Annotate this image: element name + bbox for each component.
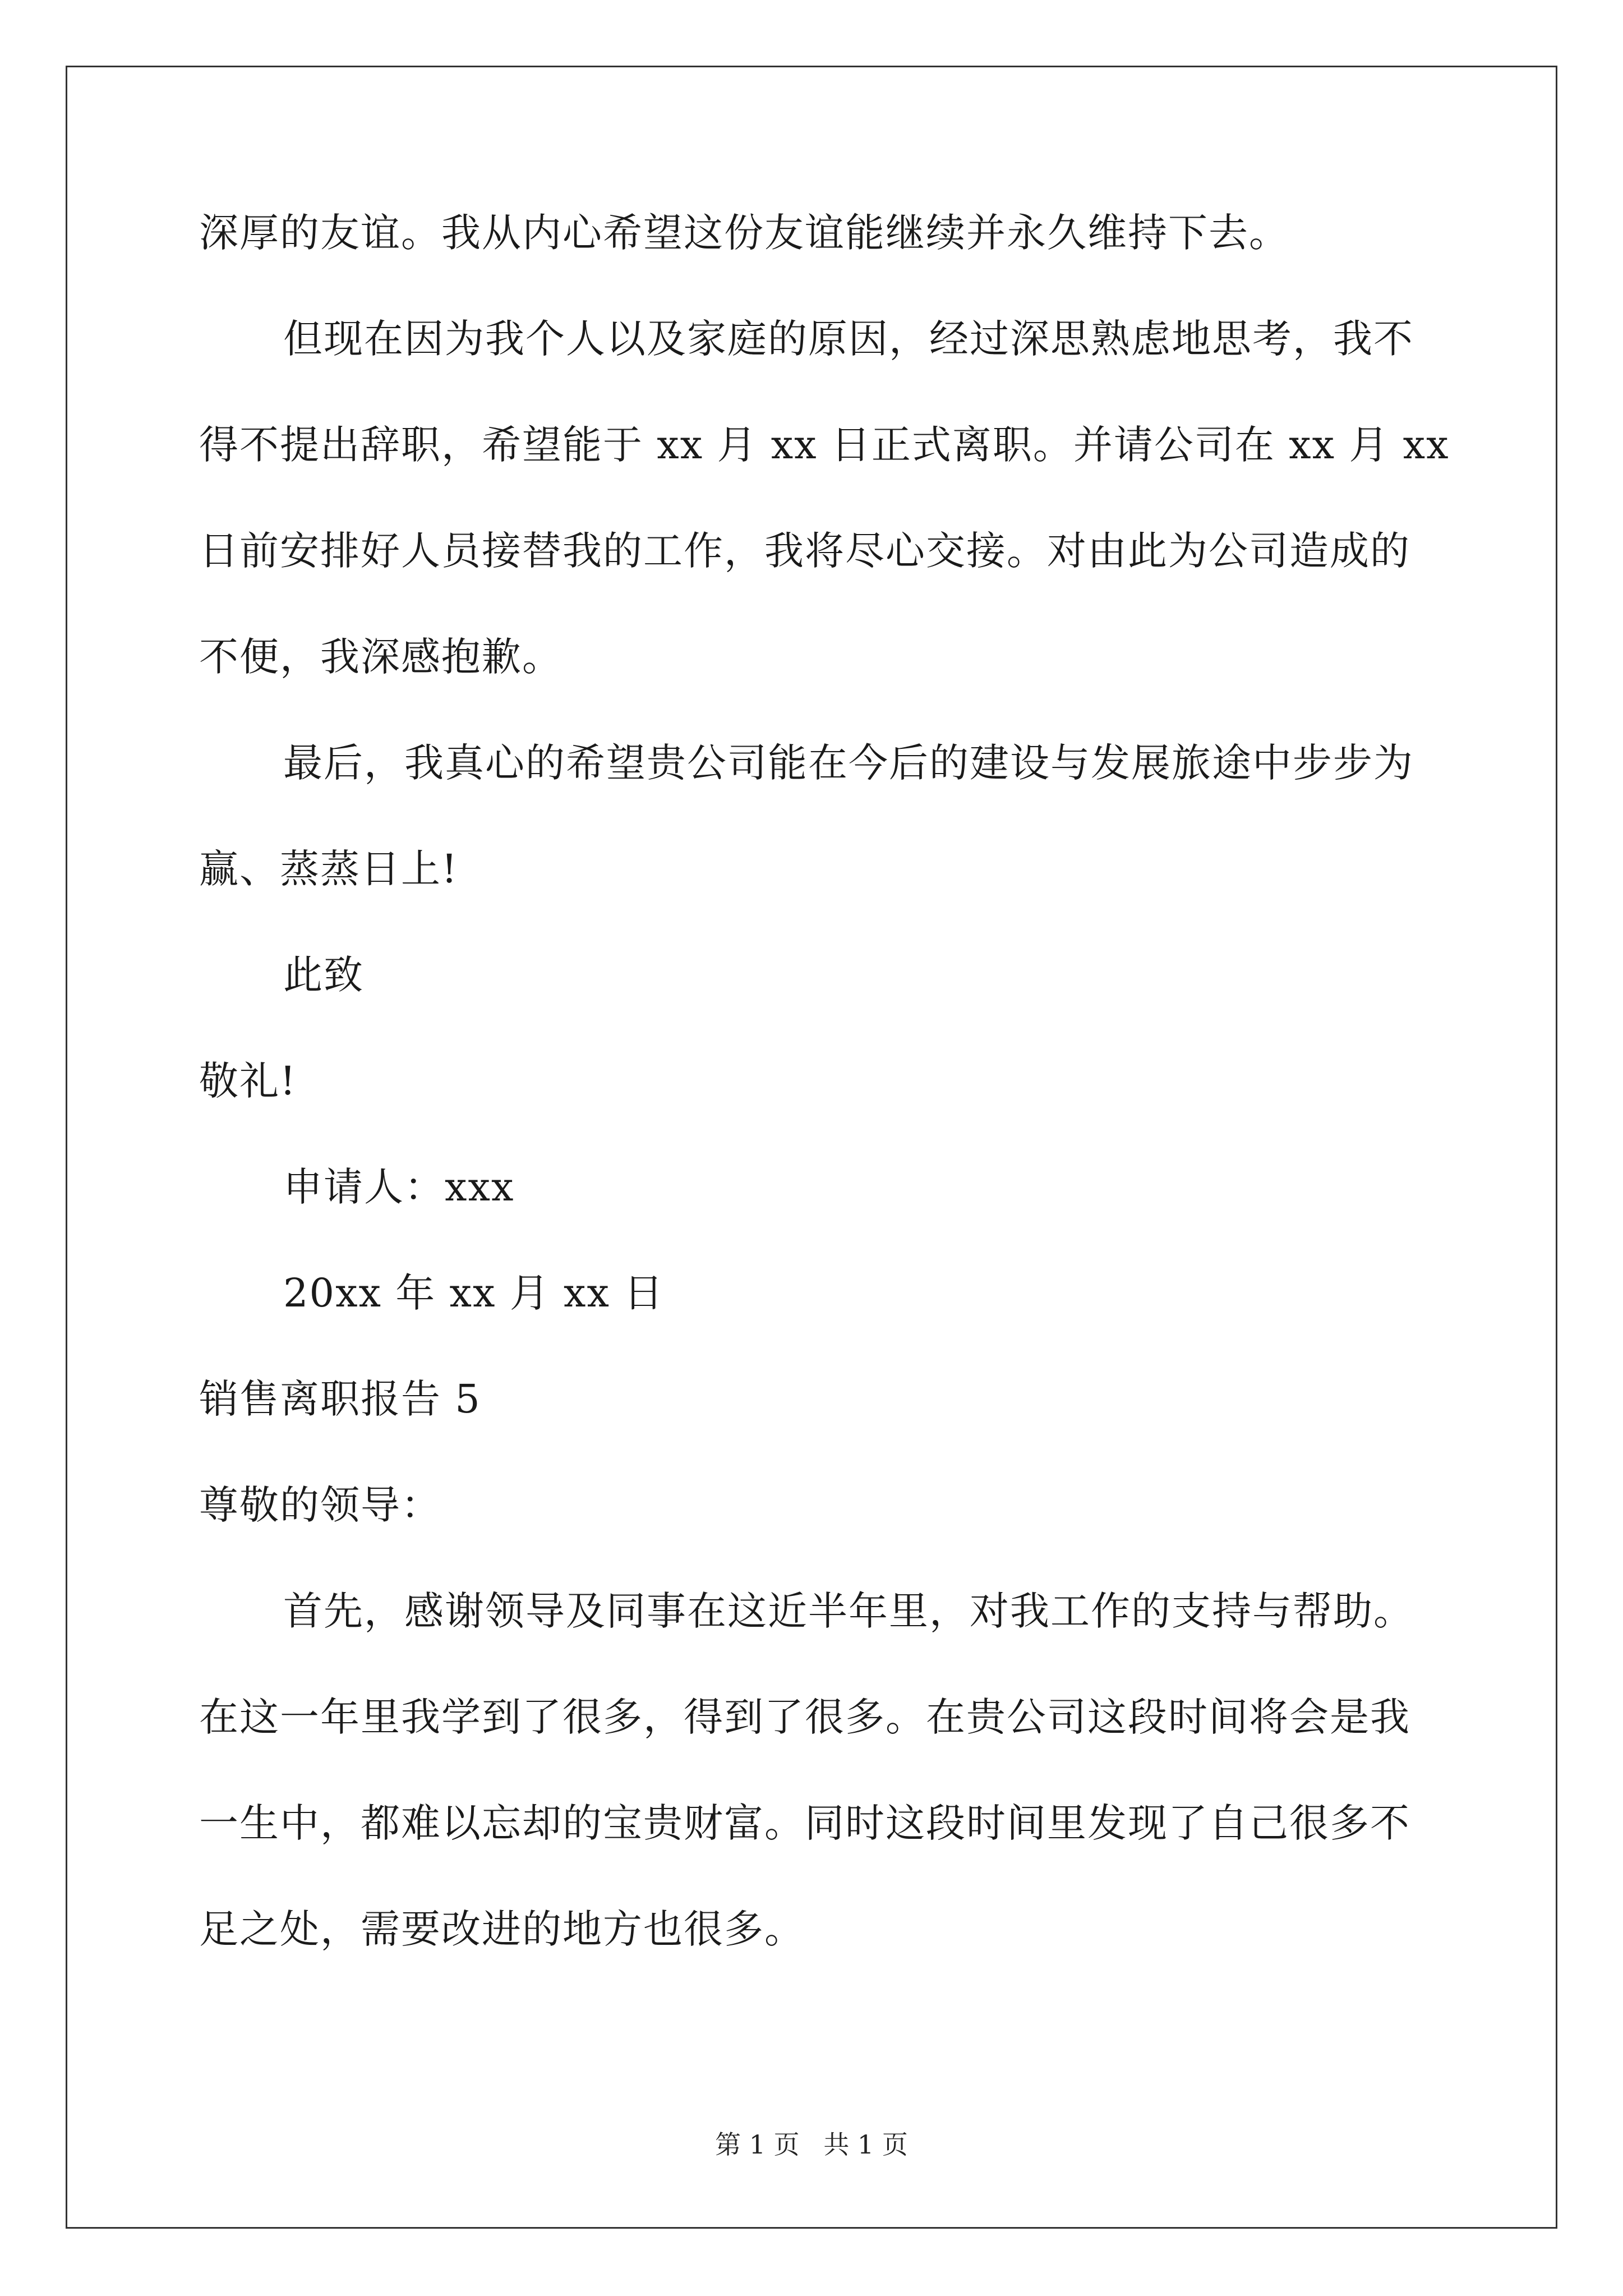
applicant-signature: 申请人：xxx <box>283 1164 515 1210</box>
closing-regards: 敬礼! <box>199 1058 297 1104</box>
page-number-current: 第 1 页 <box>715 2129 800 2160</box>
letter-greeting: 尊敬的领导： <box>199 1482 441 1528</box>
text-line: 一生中，都难以忘却的宝贵财富。同时这段时间里发现了自己很多不 <box>199 1800 1410 1846</box>
text-line: 深厚的友谊。我从内心希望这份友谊能继续并永久维持下去。 <box>199 210 1289 256</box>
text-line: 首先，感谢领导及同事在这近半年里，对我工作的支持与帮助。 <box>283 1588 1414 1634</box>
section-title: 销售离职报告 5 <box>199 1376 481 1422</box>
text-line: 足之处，需要改进的地方也很多。 <box>199 1906 805 1952</box>
text-line: 但现在因为我个人以及家庭的原因，经过深思熟虑地思考，我不 <box>283 316 1414 362</box>
page-footer <box>0 2129 1623 2160</box>
signature-date: 20xx 年 xx 月 xx 日 <box>283 1270 665 1316</box>
text-line: 赢、蒸蒸日上! <box>199 846 459 892</box>
closing-salutation: 此致 <box>283 952 364 998</box>
text-line: 得不提出辞职，希望能于 xx 月 xx 日正式离职。并请公司在 xx 月 xx <box>199 422 1450 468</box>
text-line: 最后，我真心的希望贵公司能在今后的建设与发展旅途中步步为 <box>283 740 1414 786</box>
page-number-total: 共 1 页 <box>823 2129 908 2160</box>
text-line: 日前安排好人员接替我的工作，我将尽心交接。对由此为公司造成的 <box>199 528 1410 574</box>
document-body <box>199 208 1450 2010</box>
text-line: 不便，我深感抱歉。 <box>199 634 562 680</box>
text-line: 在这一年里我学到了很多，得到了很多。在贵公司这段时间将会是我 <box>199 1694 1410 1740</box>
